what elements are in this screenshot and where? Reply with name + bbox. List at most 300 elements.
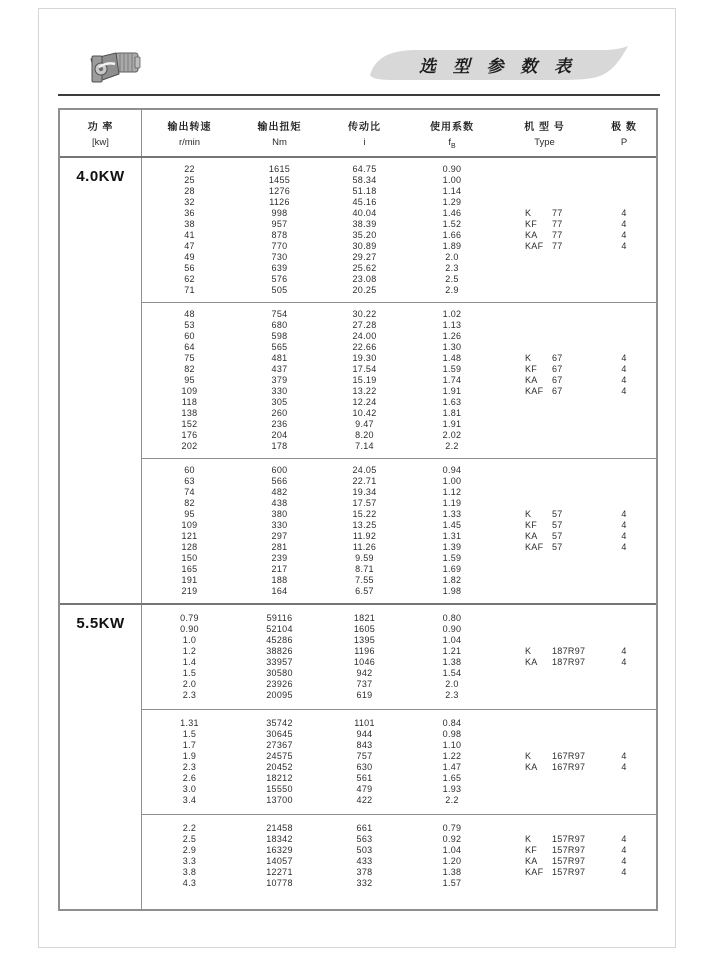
- poles-value: 4: [621, 542, 627, 553]
- table-row: [142, 542, 656, 553]
- speed-value: 82: [184, 498, 195, 509]
- table-row: [142, 353, 656, 364]
- model-type-size: 157R97: [552, 867, 586, 878]
- speed-value: 2.0: [182, 679, 197, 690]
- column-header-type: 机 型 号 Type: [524, 122, 565, 148]
- torque-value: 204: [271, 430, 288, 441]
- table-row: [142, 197, 656, 208]
- ratio-value: 22.66: [352, 342, 377, 353]
- speed-value: 1.7: [182, 740, 197, 751]
- model-type-prefix: KAF: [525, 241, 544, 252]
- model-type-prefix: K: [525, 353, 532, 364]
- speed-value: 3.0: [182, 784, 197, 795]
- speed-value: 82: [184, 364, 195, 375]
- table-row: [142, 175, 656, 186]
- ratio-value: 27.28: [352, 320, 377, 331]
- ratio-value: 757: [356, 751, 373, 762]
- speed-value: 62: [184, 274, 195, 285]
- speed-value: 118: [181, 397, 198, 408]
- torque-value: 600: [271, 465, 288, 476]
- speed-value: 71: [184, 285, 195, 296]
- model-type-prefix: KA: [525, 657, 538, 668]
- poles-value: 4: [621, 856, 627, 867]
- torque-value: 297: [271, 531, 288, 542]
- table-row: [142, 285, 656, 296]
- ratio-value: 13.25: [352, 520, 377, 531]
- ratio-value: 15.19: [352, 375, 377, 386]
- torque-value: 15550: [266, 784, 293, 795]
- ratio-value: 7.55: [355, 575, 374, 586]
- ratio-value: 23.08: [352, 274, 377, 285]
- table-row: [142, 690, 656, 701]
- ratio-value: 17.57: [352, 498, 377, 509]
- speed-value: 75: [184, 353, 195, 364]
- speed-value: 3.3: [182, 856, 197, 867]
- model-type-prefix: K: [525, 751, 532, 762]
- torque-value: 1455: [268, 175, 291, 186]
- model-type: [497, 520, 592, 530]
- speed-value: 138: [181, 408, 198, 419]
- torque-value: 188: [271, 575, 288, 586]
- speed-value: 2.3: [182, 690, 197, 701]
- factor-value: 1.81: [442, 408, 462, 419]
- speed-value: 219: [181, 586, 198, 597]
- table-row: [142, 740, 656, 751]
- torque-value: 18212: [266, 773, 293, 784]
- factor-value: 0.92: [442, 834, 462, 845]
- speed-value: 74: [184, 487, 195, 498]
- factor-value: 0.84: [442, 718, 462, 729]
- ratio-value: 942: [356, 668, 373, 679]
- table-row: [142, 823, 656, 834]
- poles-value: 4: [621, 208, 627, 219]
- table-row: [142, 397, 656, 408]
- model-type: [497, 856, 592, 866]
- table-row: [142, 430, 656, 441]
- column-header-torque: 输出扭矩 Nm: [257, 122, 302, 148]
- factor-value: 1.38: [442, 657, 462, 668]
- model-type-prefix: KF: [525, 520, 538, 531]
- table-row: [142, 320, 656, 331]
- model-type-prefix: KA: [525, 375, 538, 386]
- table-header-row: [60, 110, 656, 158]
- table-row: [142, 465, 656, 476]
- torque-value: 639: [271, 263, 288, 274]
- speed-value: 3.8: [182, 867, 197, 878]
- torque-value: 437: [271, 364, 288, 375]
- gearmotor-photo: [86, 44, 142, 88]
- table-row: [142, 476, 656, 487]
- model-type-size: 167R97: [552, 762, 586, 773]
- ratio-value: 1395: [353, 635, 376, 646]
- table-row: [142, 219, 656, 230]
- ratio-value: 563: [356, 834, 373, 845]
- table-row: [142, 668, 656, 679]
- speed-value: 64: [184, 342, 195, 353]
- factor-value: 1.20: [442, 856, 462, 867]
- selection-parameter-table: [58, 108, 658, 911]
- factor-value: 2.0: [445, 252, 459, 263]
- speed-value: 150: [181, 553, 198, 564]
- speed-value: 60: [184, 465, 195, 476]
- ratio-block-3: [142, 814, 656, 909]
- ratio-value: 479: [356, 784, 373, 795]
- ratio-value: 10.42: [352, 408, 377, 419]
- speed-value: 2.9: [182, 845, 197, 856]
- ratio-value: 1605: [353, 624, 376, 635]
- torque-value: 52104: [266, 624, 293, 635]
- factor-value: 1.22: [442, 751, 462, 762]
- speed-value: 22: [184, 164, 195, 175]
- speed-value: 25: [184, 175, 195, 186]
- factor-value: 2.3: [445, 690, 459, 701]
- model-type-prefix: KA: [525, 856, 538, 867]
- torque-value: 20095: [266, 690, 293, 701]
- speed-value: 28: [184, 186, 195, 197]
- poles-value: 4: [621, 375, 627, 386]
- factor-value: 1.59: [442, 364, 462, 375]
- model-type-prefix: KF: [525, 845, 538, 856]
- speed-value: 56: [184, 263, 195, 274]
- torque-value: 16329: [266, 845, 293, 856]
- table-row: [142, 575, 656, 586]
- factor-value: 1.21: [442, 646, 462, 657]
- speed-value: 202: [181, 441, 198, 452]
- factor-value: 2.3: [445, 263, 459, 274]
- factor-value: 1.69: [442, 564, 462, 575]
- model-type: [497, 762, 592, 772]
- column-header-ratio: 传动比 i: [348, 122, 381, 148]
- ratio-value: 7.14: [355, 441, 374, 452]
- factor-value: 1.89: [442, 241, 462, 252]
- factor-value: 1.82: [442, 575, 462, 586]
- factor-value: 1.65: [442, 773, 462, 784]
- power-group-4.0kw: [60, 158, 656, 603]
- factor-value: 1.13: [442, 320, 462, 331]
- ratio-value: 19.30: [352, 353, 377, 364]
- speed-value: 1.9: [182, 751, 197, 762]
- ratio-blocks: [142, 605, 656, 909]
- ratio-value: 24.05: [352, 465, 377, 476]
- model-type-size: 67: [552, 353, 563, 364]
- factor-value: 1.91: [442, 386, 462, 397]
- ratio-value: 1101: [354, 718, 375, 729]
- model-type: [497, 657, 592, 667]
- table-row: [142, 845, 656, 856]
- factor-value: 0.79: [442, 823, 462, 834]
- factor-value: 0.90: [442, 624, 462, 635]
- ratio-value: 8.71: [355, 564, 374, 575]
- torque-value: 178: [271, 441, 288, 452]
- ratio-value: 20.25: [352, 285, 377, 296]
- table-row: [142, 252, 656, 263]
- header-divider-rule: [58, 94, 660, 96]
- poles-value: 4: [621, 657, 627, 668]
- table-row: [142, 646, 656, 657]
- table-row: [142, 878, 656, 889]
- model-type: [497, 867, 592, 877]
- torque-value: 305: [271, 397, 288, 408]
- gearmotor-icon: [86, 44, 142, 88]
- ratio-value: 561: [356, 773, 373, 784]
- model-type: [497, 646, 592, 656]
- ratio-block-3: [142, 458, 656, 603]
- ratio-value: 64.75: [352, 164, 377, 175]
- speed-value: 0.90: [180, 624, 199, 635]
- ratio-value: 433: [356, 856, 373, 867]
- table-row: [142, 564, 656, 575]
- ratio-blocks: [142, 158, 656, 603]
- torque-value: 598: [271, 331, 288, 342]
- factor-value: 1.00: [442, 175, 462, 186]
- table-body: [60, 158, 656, 909]
- table-row: [142, 487, 656, 498]
- factor-value: 1.57: [442, 878, 462, 889]
- factor-value: 2.9: [445, 285, 459, 296]
- poles-value: 4: [621, 509, 627, 520]
- model-type-size: 157R97: [552, 845, 586, 856]
- model-type-size: 57: [552, 520, 563, 531]
- torque-value: 379: [271, 375, 288, 386]
- model-type-size: 67: [552, 386, 563, 397]
- model-type-size: 57: [552, 509, 563, 520]
- ratio-block-1: [142, 605, 656, 709]
- table-row: [142, 342, 656, 353]
- model-type: [497, 834, 592, 844]
- poles-value: 4: [621, 751, 627, 762]
- model-type-size: 187R97: [552, 646, 586, 657]
- speed-value: 176: [181, 430, 198, 441]
- table-row: [142, 419, 656, 430]
- speed-value: 95: [184, 509, 195, 520]
- table-row: [142, 441, 656, 452]
- poles-value: 4: [621, 531, 627, 542]
- speed-value: 109: [181, 520, 198, 531]
- table-row: [142, 309, 656, 320]
- torque-value: 236: [271, 419, 288, 430]
- model-type-size: 67: [552, 364, 563, 375]
- torque-value: 330: [271, 386, 288, 397]
- model-type-size: 77: [552, 230, 563, 241]
- torque-value: 281: [271, 542, 288, 553]
- torque-value: 23926: [266, 679, 293, 690]
- torque-value: 30580: [266, 668, 293, 679]
- model-type-size: 77: [552, 219, 563, 230]
- factor-value: 1.12: [442, 487, 462, 498]
- speed-value: 2.2: [182, 823, 197, 834]
- model-type-prefix: KAF: [525, 867, 544, 878]
- factor-value: 1.10: [442, 740, 462, 751]
- factor-value: 1.93: [442, 784, 462, 795]
- ratio-value: 332: [356, 878, 373, 889]
- torque-value: 20452: [266, 762, 293, 773]
- ratio-value: 1046: [353, 657, 376, 668]
- model-type-size: 187R97: [552, 657, 586, 668]
- model-type-prefix: K: [525, 834, 532, 845]
- ratio-block-1: [142, 158, 656, 302]
- ratio-value: 6.57: [355, 586, 374, 597]
- factor-value: 1.33: [442, 509, 462, 520]
- table-row: [142, 208, 656, 219]
- torque-value: 35742: [266, 718, 293, 729]
- speed-value: 32: [184, 197, 195, 208]
- torque-value: 12271: [266, 867, 293, 878]
- ratio-value: 661: [356, 823, 373, 834]
- ratio-block-2: [142, 302, 656, 458]
- ratio-value: 12.24: [352, 397, 377, 408]
- factor-value: 2.5: [445, 274, 459, 285]
- power-label: 5.5KW: [60, 605, 142, 909]
- model-type-prefix: KAF: [525, 542, 544, 553]
- factor-value: 1.04: [442, 635, 462, 646]
- ratio-value: 15.22: [352, 509, 377, 520]
- page-title: 选 型 参 数 表: [419, 57, 577, 76]
- torque-value: 481: [271, 353, 288, 364]
- torque-value: 1276: [268, 186, 291, 197]
- torque-value: 1615: [268, 164, 291, 175]
- model-type: [497, 241, 592, 251]
- ratio-value: 29.27: [352, 252, 377, 263]
- model-type: [497, 751, 592, 761]
- ratio-value: 19.34: [352, 487, 377, 498]
- table-row: [142, 408, 656, 419]
- model-type-size: 77: [552, 208, 563, 219]
- torque-value: 1126: [269, 197, 290, 208]
- speed-value: 121: [181, 531, 198, 542]
- table-row: [142, 624, 656, 635]
- table-row: [142, 834, 656, 845]
- model-type-size: 167R97: [552, 751, 586, 762]
- torque-value: 330: [271, 520, 288, 531]
- torque-value: 680: [271, 320, 288, 331]
- speed-value: 60: [184, 331, 195, 342]
- factor-value: 1.63: [442, 397, 462, 408]
- factor-value: 1.02: [442, 309, 462, 320]
- model-type-prefix: KF: [525, 219, 538, 230]
- factor-value: 1.74: [442, 375, 462, 386]
- factor-value: 1.98: [442, 586, 462, 597]
- model-type: [497, 208, 592, 218]
- speed-value: 1.4: [182, 657, 197, 668]
- factor-value: 1.48: [442, 353, 462, 364]
- model-type-prefix: KA: [525, 762, 538, 773]
- poles-value: 4: [621, 364, 627, 375]
- speed-value: 165: [181, 564, 198, 575]
- model-type-size: 157R97: [552, 856, 586, 867]
- factor-value: 1.00: [442, 476, 462, 487]
- speed-value: 0.79: [180, 613, 199, 624]
- table-row: [142, 795, 656, 806]
- torque-value: 878: [271, 230, 288, 241]
- torque-value: 38826: [266, 646, 293, 657]
- factor-value: 1.66: [442, 230, 462, 241]
- factor-value: 1.52: [442, 219, 462, 230]
- poles-value: 4: [621, 646, 627, 657]
- factor-value: 0.94: [442, 465, 462, 476]
- ratio-value: 619: [356, 690, 373, 701]
- factor-value: 2.0: [445, 679, 459, 690]
- model-type-prefix: KA: [525, 531, 538, 542]
- factor-value: 1.04: [442, 845, 462, 856]
- model-type-prefix: K: [525, 208, 532, 219]
- factor-value: 0.80: [442, 613, 462, 624]
- table-row: [142, 364, 656, 375]
- table-row: [142, 386, 656, 397]
- ratio-value: 51.18: [352, 186, 377, 197]
- model-type-prefix: KA: [525, 230, 538, 241]
- ratio-value: 22.71: [352, 476, 377, 487]
- table-row: [142, 679, 656, 690]
- table-row: [142, 635, 656, 646]
- torque-value: 770: [271, 241, 288, 252]
- speed-value: 2.6: [182, 773, 197, 784]
- factor-value: 1.14: [442, 186, 462, 197]
- factor-value: 2.2: [445, 795, 459, 806]
- table-row: [142, 263, 656, 274]
- speed-value: 152: [181, 419, 198, 430]
- power-label: 4.0KW: [60, 158, 142, 603]
- factor-value: 0.98: [442, 729, 462, 740]
- column-header-poles: 极 数 P: [611, 122, 637, 148]
- factor-value: 1.26: [442, 331, 462, 342]
- column-header-power: 功 率 [kw]: [60, 110, 142, 156]
- torque-value: 45286: [266, 635, 293, 646]
- ratio-value: 24.00: [352, 331, 377, 342]
- table-row: [142, 856, 656, 867]
- poles-value: 4: [621, 834, 627, 845]
- poles-value: 4: [621, 762, 627, 773]
- ratio-value: 11.92: [352, 531, 377, 542]
- ratio-value: 9.47: [355, 419, 374, 430]
- model-type: [497, 542, 592, 552]
- ratio-value: 503: [356, 845, 373, 856]
- torque-value: 33957: [266, 657, 293, 668]
- ratio-value: 58.34: [352, 175, 377, 186]
- ratio-value: 630: [356, 762, 373, 773]
- torque-value: 217: [271, 564, 288, 575]
- speed-value: 191: [181, 575, 198, 586]
- ratio-block-2: [142, 709, 656, 814]
- model-type: [497, 386, 592, 396]
- model-type-size: 57: [552, 531, 563, 542]
- speed-value: 1.5: [182, 729, 197, 740]
- torque-value: 13700: [266, 795, 293, 806]
- torque-value: 482: [271, 487, 288, 498]
- power-group-5.5kw: [60, 603, 656, 909]
- ratio-value: 13.22: [352, 386, 377, 397]
- ratio-value: 422: [356, 795, 373, 806]
- table-row: [142, 186, 656, 197]
- ratio-value: 8.20: [355, 430, 374, 441]
- torque-value: 30645: [266, 729, 293, 740]
- column-header-speed: 输出转速 r/min: [167, 122, 212, 148]
- torque-value: 21458: [266, 823, 293, 834]
- model-type-prefix: KAF: [525, 386, 544, 397]
- torque-value: 505: [271, 285, 288, 296]
- table-row: [142, 586, 656, 597]
- torque-value: 576: [271, 274, 288, 285]
- ratio-value: 11.26: [352, 542, 377, 553]
- ratio-value: 30.89: [352, 241, 377, 252]
- torque-value: 565: [271, 342, 288, 353]
- table-row: [142, 531, 656, 542]
- torque-value: 730: [271, 252, 288, 263]
- torque-value: 10778: [266, 878, 293, 889]
- factor-value: 1.19: [442, 498, 462, 509]
- speed-value: 48: [184, 309, 195, 320]
- poles-value: 4: [621, 230, 627, 241]
- model-type: [497, 375, 592, 385]
